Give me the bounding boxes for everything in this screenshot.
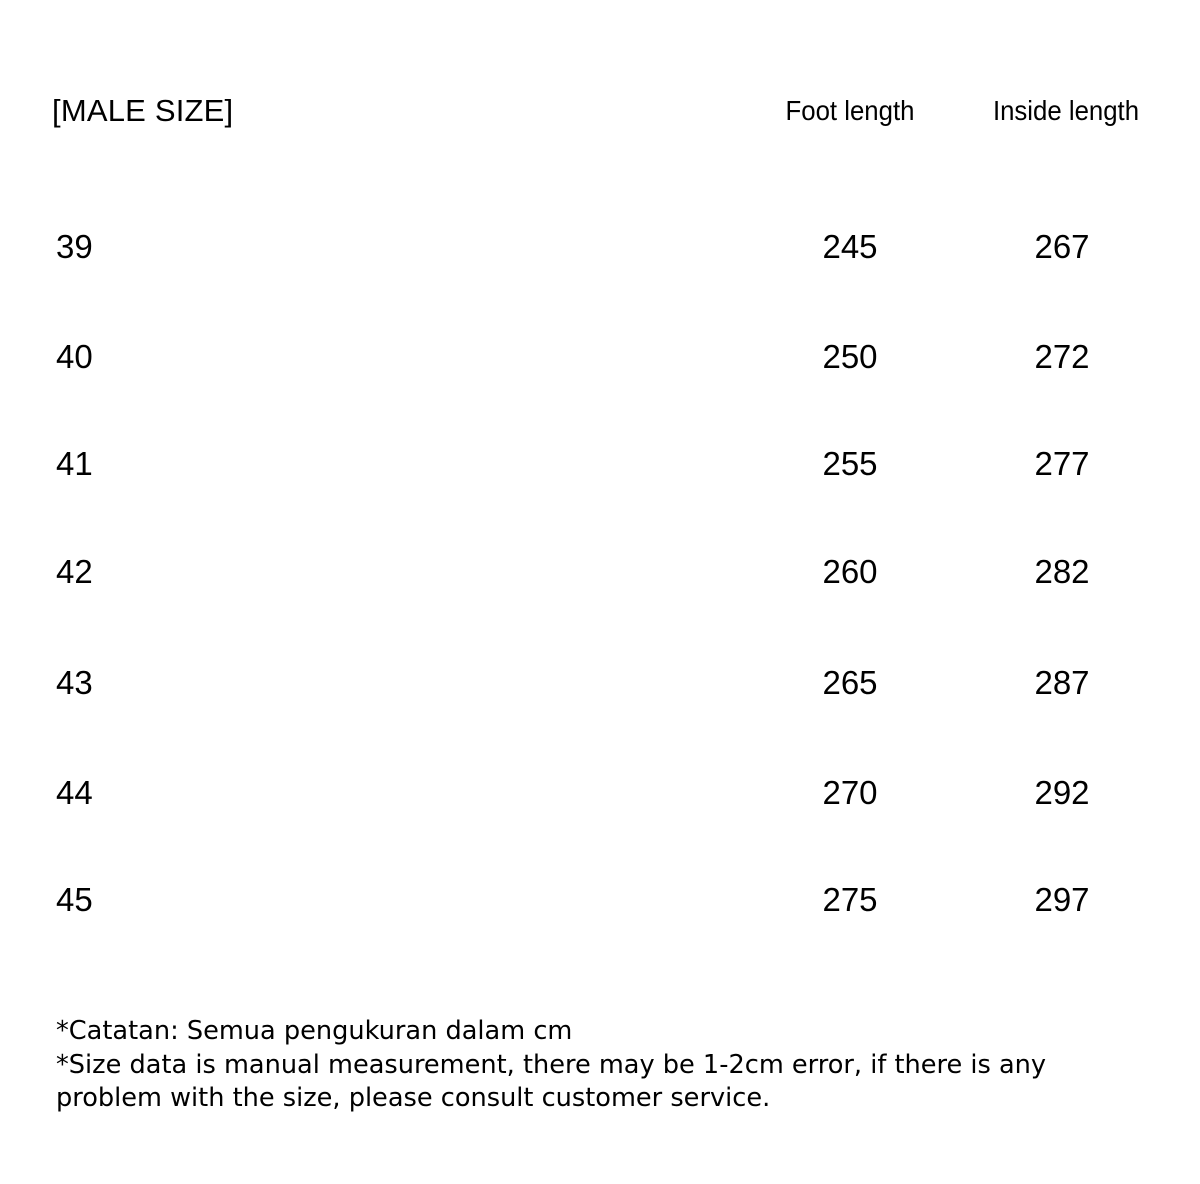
size-cell: 45 xyxy=(56,881,93,918)
size-cell: 39 xyxy=(56,228,93,265)
inside-length-cell: 287 xyxy=(1034,664,1090,701)
inside-length-cell: 292 xyxy=(1034,774,1090,811)
size-cell: 43 xyxy=(56,664,93,701)
table-row xyxy=(0,335,1200,379)
inside-length-cell: 272 xyxy=(1034,338,1090,375)
inside-length-header: Inside length xyxy=(992,95,1140,126)
inside-length-cell: 282 xyxy=(1034,553,1090,590)
foot-length-cell: 260 xyxy=(822,553,878,590)
table-row xyxy=(0,442,1200,486)
inside-length-cell: 297 xyxy=(1034,881,1090,918)
inside-length-cell: 277 xyxy=(1034,445,1090,482)
unit-note: *Catatan: Semua pengukuran dalam cm xyxy=(56,1016,573,1046)
foot-length-cell: 270 xyxy=(822,774,878,811)
size-cell: 40 xyxy=(56,338,93,375)
foot-length-cell: 275 xyxy=(822,881,878,918)
table-row xyxy=(0,225,1200,269)
foot-length-cell: 245 xyxy=(822,228,878,265)
size-notes xyxy=(56,1015,1140,1116)
table-row xyxy=(0,550,1200,594)
table-row xyxy=(0,661,1200,705)
foot-length-cell: 250 xyxy=(822,338,878,375)
table-row xyxy=(0,878,1200,922)
measurement-note: *Size data is manual measurement, there may be 1-2cm error, if there is any problem with the size, please consult customer service. xyxy=(56,1049,1047,1113)
foot-length-cell: 255 xyxy=(822,445,878,482)
size-chart-title: [MALE SIZE] xyxy=(52,93,234,128)
size-cell: 42 xyxy=(56,553,93,590)
foot-length-header: Foot length xyxy=(785,95,915,126)
size-cell: 41 xyxy=(56,445,93,482)
inside-length-cell: 267 xyxy=(1034,228,1090,265)
foot-length-cell: 265 xyxy=(822,664,878,701)
size-cell: 44 xyxy=(56,774,93,811)
table-row xyxy=(0,771,1200,815)
